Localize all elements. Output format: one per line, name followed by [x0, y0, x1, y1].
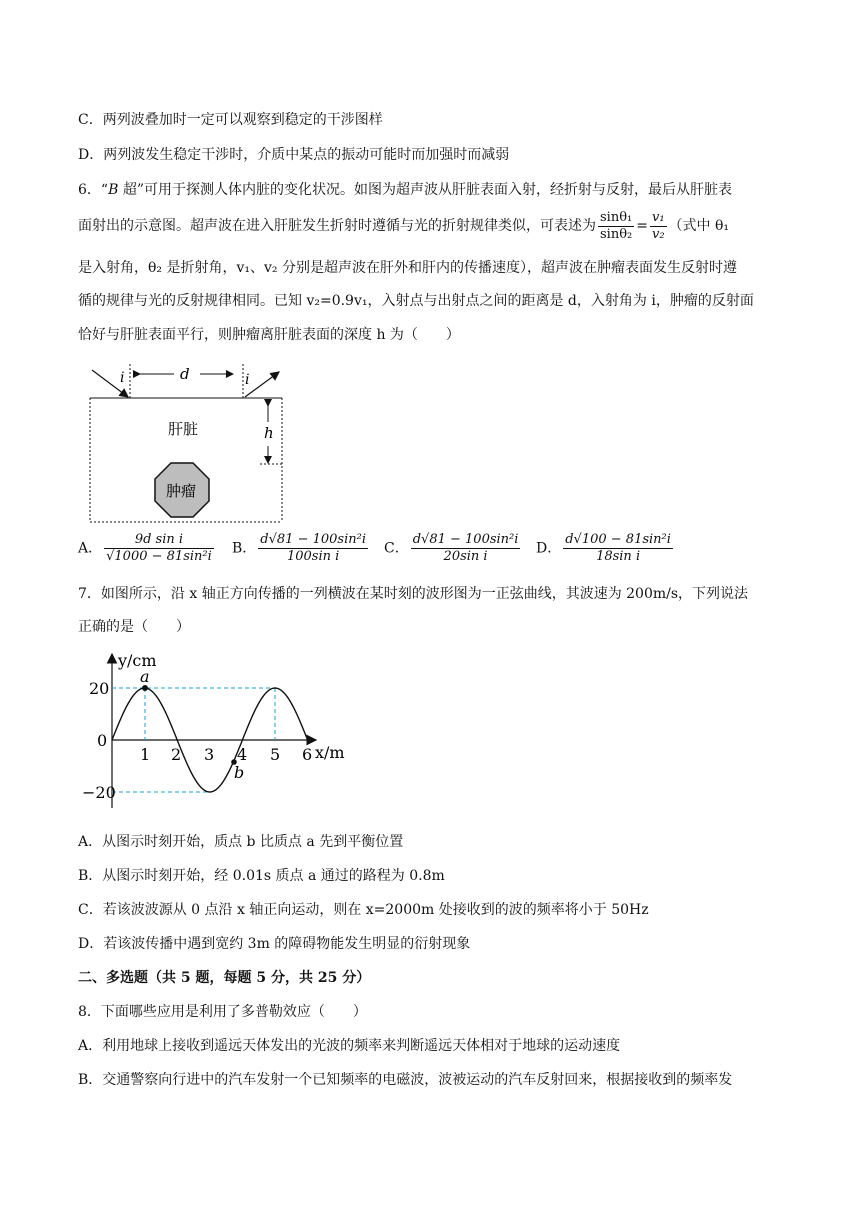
- h-label: h: [264, 424, 274, 442]
- q6-option-a-den: √1000 − 81sin²i: [106, 549, 212, 564]
- q8-option-a: A．利用地球上接收到遥远天体发出的光波的频率来判断遥远天体相对于地球的运动速度: [78, 1038, 621, 1054]
- point-b-label: b: [234, 763, 245, 782]
- tumor-label: 肿瘤: [166, 482, 197, 500]
- d-label: d: [180, 365, 190, 383]
- q6-option-a-num: 9d sin i: [104, 532, 214, 549]
- exit-ray: [245, 372, 279, 397]
- q7-option-c: C．若该波波源从 0 点沿 x 轴正向运动，则在 x=2000m 处接收到的波的频率将小于 50Hz: [78, 902, 649, 918]
- q6-option-c-fraction: [411, 532, 521, 565]
- q6-option-a-fraction: [104, 532, 214, 565]
- q6-option-d-num: d√100 − 81sin²i: [565, 532, 671, 547]
- section-heading-multi-choice: 二、多选题（共 5 题，每题 5 分，共 25 分）: [78, 970, 371, 986]
- liver-label: 肝脏: [168, 420, 199, 438]
- sin-theta2: sinθ₂: [600, 226, 633, 242]
- snell-fraction-sin: [598, 210, 634, 243]
- x-tick-4: 4: [237, 745, 248, 764]
- x-tick-1: 1: [140, 745, 151, 764]
- wave-graph: [80, 648, 360, 818]
- q6-option-a: [78, 532, 216, 565]
- q6-option-d-label: D．: [536, 540, 562, 557]
- q6-line-1: [78, 180, 732, 200]
- q8-line-1: 8．下面哪些应用是利用了多普勒效应（ ）: [78, 1004, 367, 1020]
- q6-line-2: [78, 208, 729, 244]
- q6-option-b: [232, 532, 370, 565]
- q7-option-d: D．若该波传播中遇到宽约 3m 的障碍物能发生明显的衍射现象: [78, 936, 471, 952]
- y-tick-0: 0: [97, 731, 108, 750]
- q6-b-letter: B: [108, 182, 119, 198]
- v1: v₁: [651, 209, 665, 225]
- sin-theta1: sinθ₁: [600, 209, 633, 225]
- q6-line-5: 恰好与肝脏表面平行，则肿瘤离肝脏表面的深度 h 为（ ）: [78, 327, 460, 343]
- point-a-label: a: [140, 667, 150, 686]
- v2: v₂: [651, 226, 665, 242]
- q7-line-2: 正确的是（ ）: [78, 619, 190, 635]
- liver-diagram: [80, 360, 290, 528]
- x-tick-5: 5: [270, 745, 281, 764]
- q7-option-b: B．从图示时刻开始，经 0.01s 质点 a 通过的路程为 0.8m: [78, 868, 445, 884]
- q6-option-c-den: 20sin i: [443, 549, 488, 564]
- q6-option-c: [384, 532, 522, 565]
- q6-number: 6．“: [78, 182, 109, 198]
- x-tick-6: 6: [302, 745, 313, 764]
- y-axis-label: y/cm: [118, 651, 157, 670]
- y-tick-neg20: −20: [82, 783, 116, 802]
- q5-option-d: D．两列波发生稳定干涉时，介质中某点的振动可能时而加强时而减弱: [78, 147, 510, 163]
- q6-option-b-label: B．: [232, 540, 257, 557]
- snell-fraction-v: [650, 210, 667, 243]
- angle-i-left: i: [120, 370, 125, 386]
- q6-line-4: 循的规律与光的反射规律相同。已知 v₂=0.9v₁，入射点与出射点之间的距离是 d，入射角为 i，肿瘤的反射面: [78, 293, 754, 309]
- q6-option-b-fraction: [258, 532, 368, 565]
- q8-option-b: B．交通警察向行进中的汽车发射一个已知频率的电磁波，波被运动的汽车反射回来，根据接收到的频率发: [78, 1072, 733, 1088]
- x-tick-3: 3: [204, 745, 215, 764]
- q6-option-d: [536, 532, 675, 565]
- q6-text-2: 面射出的示意图。超声波在进入肝脏发生折射时遵循与光的折射规律类似，可表述为: [78, 218, 596, 234]
- q5-option-c: C．两列波叠加时一定可以观察到稳定的干涉图样: [78, 112, 383, 128]
- x-axis-label: x/m: [315, 743, 345, 762]
- q6-option-a-label: A．: [78, 540, 103, 557]
- q6-option-c-num: d√81 − 100sin²i: [412, 532, 519, 547]
- q6-option-b-den: 100sin i: [286, 549, 340, 564]
- q6-option-d-fraction: [563, 532, 673, 565]
- x-tick-2: 2: [171, 745, 182, 764]
- q6-text-1: 超”可用于探测人体内脏的变化状况。如图为超声波从肝脏表面入射，经折射与反射，最后从肝脏表: [118, 182, 732, 198]
- equals-sign: =: [636, 218, 648, 234]
- q7-option-a: A．从图示时刻开始，质点 b 比质点 a 先到平衡位置: [78, 834, 404, 850]
- q6-option-b-num: d√81 − 100sin²i: [260, 532, 366, 547]
- angle-i-right: i: [245, 372, 250, 388]
- q6-option-d-den: 18sin i: [596, 549, 641, 564]
- q6-line-3: 是入射角，θ₂ 是折射角，v₁、v₂ 分别是超声波在肝外和肝内的传播速度），超声波在肿瘤表面发生反射时遵: [78, 260, 737, 276]
- q6-option-c-label: C．: [384, 540, 409, 557]
- q7-line-1: 7．如图所示，沿 x 轴正方向传播的一列横波在某时刻的波形图为一正弦曲线，其波速为 200m/s，下列说法: [78, 586, 749, 602]
- q6-text-2b: （式中 θ₁: [668, 218, 730, 234]
- y-tick-20: 20: [89, 679, 110, 698]
